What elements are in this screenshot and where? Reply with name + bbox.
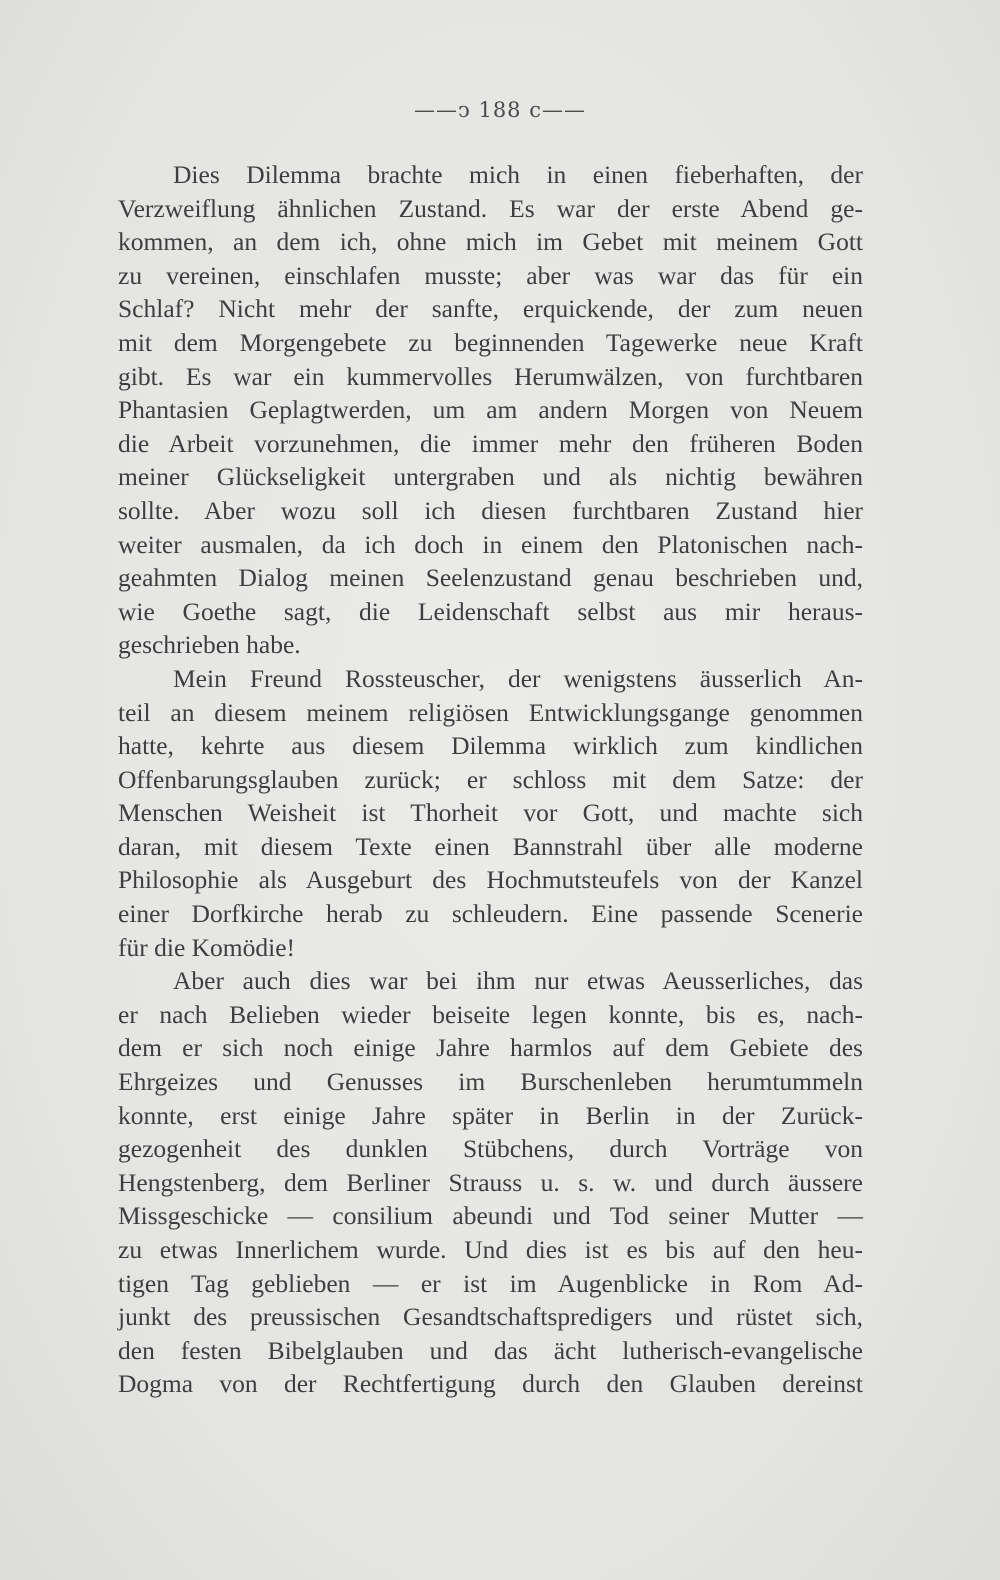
text-line: Ehrgeizes und Genusses im Burschenleben herumtummeln (118, 1067, 863, 1097)
text-line: hatte, kehrte aus diesem Dilemma wirklich zum kindlichen (118, 731, 863, 761)
text-line: daran, mit diesem Texte einen Bannstrahl über alle moderne (118, 831, 863, 861)
text-line: mit dem Morgengebete zu beginnenden Tagewerke neue Kraft (118, 327, 863, 357)
text-line: wie Goethe sagt, die Leidenschaft selbst aus mir heraus- (118, 596, 863, 626)
text-line: Hengstenberg, dem Berliner Strauss u. s. w. und durch äussere (118, 1167, 863, 1197)
text-line: einer Dorfkirche herab zu schleudern. Eine passende Scenerie (118, 899, 863, 929)
text-line: er nach Belieben wieder beiseite legen konnte, bis es, nach- (118, 999, 863, 1029)
text-line: gezogenheit des dunklen Stübchens, durch Vorträge von (118, 1134, 863, 1164)
text-line: Missgeschicke — consilium abeundi und Tod seiner Mutter — (118, 1201, 863, 1231)
text-line: konnte, erst einige Jahre später in Berlin in der Zurück- (118, 1100, 863, 1130)
text-line: weiter ausmalen, da ich doch in einem den Platonischen nach- (118, 529, 863, 559)
text-line: zu vereinen, einschlafen musste; aber was war das für ein (118, 260, 863, 290)
text-line: geahmten Dialog meinen Seelenzustand genau beschrieben und, (118, 563, 863, 593)
text-line: geschrieben habe. (118, 630, 301, 660)
paragraph-3 (118, 964, 863, 1401)
running-head-page-number: ——ↄ 188 c—— (414, 98, 586, 122)
text-line: für die Komödie! (118, 932, 296, 962)
text-line: Schlaf? Nicht mehr der sanfte, erquickende, der zum neuen (118, 294, 863, 324)
text-line: Menschen Weisheit ist Thorheit vor Gott, und machte sich (118, 798, 863, 828)
text-line: Offenbarungsglauben zurück; er schloss mit dem Satze: der (118, 764, 863, 794)
text-line: Phantasien Geplagtwerden, um am andern Morgen von Neuem (118, 395, 863, 425)
text-line: Philosophie als Ausgeburt des Hochmutsteufels von der Kanzel (118, 865, 863, 895)
paragraph-2 (118, 662, 863, 964)
text-line: kommen, an dem ich, ohne mich im Gebet mit meinem Gott (118, 227, 863, 257)
text-line: zu etwas Innerlichem wurde. Und dies ist es bis auf den heu- (118, 1235, 863, 1264)
text-line: gibt. Es war ein kummervolles Herumwälzen, von furchtbaren (118, 361, 863, 391)
body-text (118, 158, 863, 1401)
text-line: die Arbeit vorzunehmen, die immer mehr den früheren Boden (118, 428, 863, 458)
text-line: tigen Tag geblieben — er ist im Augenblicke in Rom Ad- (118, 1268, 863, 1298)
text-line: junkt des preussischen Gesandtschaftspredigers und rüstet sich, (118, 1302, 863, 1332)
text-line: Mein Freund Rossteuscher, der wenigstens äusserlich An- (173, 663, 863, 693)
text-line: sollte. Aber wozu soll ich diesen furchtbaren Zustand hier (118, 495, 863, 525)
text-line: dem er sich noch einige Jahre harmlos auf dem Gebiete des (118, 1033, 863, 1063)
text-line: Verzweiflung ähnlichen Zustand. Es war der erste Abend ge- (118, 193, 863, 223)
text-line: meiner Glückseligkeit untergraben und als nichtig bewähren (118, 462, 863, 492)
text-line: Aber auch dies war bei ihm nur etwas Aeusserliches, das (173, 966, 863, 996)
paragraph-1 (118, 158, 863, 662)
text-line: teil an diesem meinem religiösen Entwicklungsgange genommen (118, 697, 863, 727)
text-line: Dogma von der Rechtfertigung durch den Glauben dereinst (118, 1369, 863, 1399)
text-line: Dies Dilemma brachte mich in einen fieberhaften, der (173, 160, 863, 189)
text-line: den festen Bibelglauben und das ächt lutherisch-evangelische (118, 1335, 863, 1365)
